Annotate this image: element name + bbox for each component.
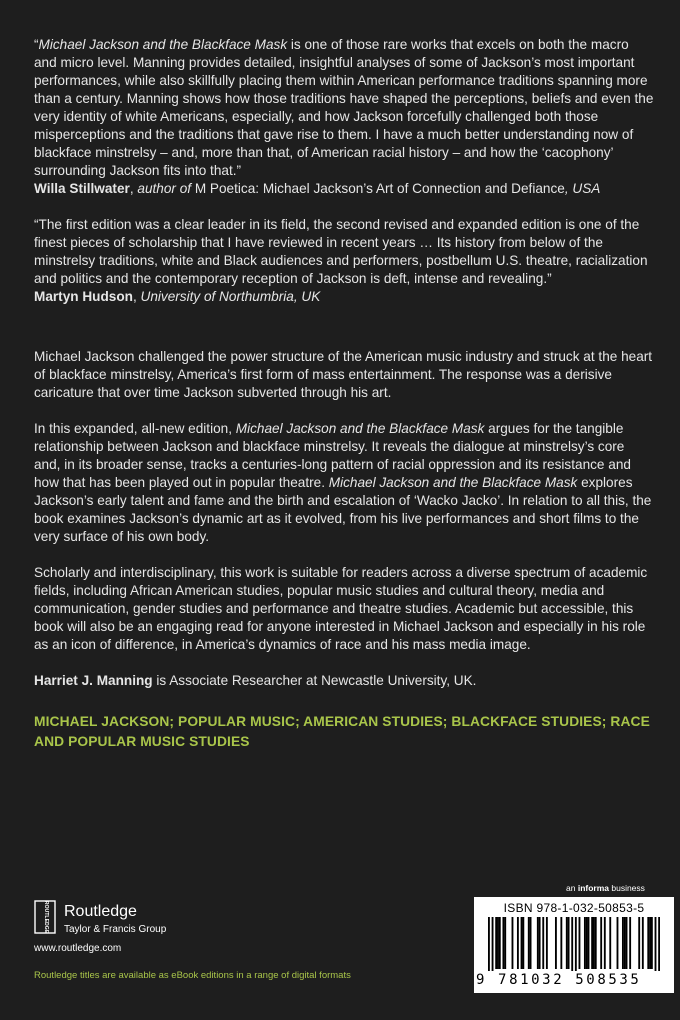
barcode-bar	[575, 917, 577, 971]
barcode-bar	[555, 917, 557, 969]
endorsement-quote	[34, 216, 654, 306]
barcode-bar	[649, 917, 651, 969]
text-run: Michael Jackson challenged the power structure of the American music industry and struck at the heart of blackface minstrelsy, America’s first form of mass entertainment. The response was a derisive caricature that over time Jackson subverted through his art.	[34, 349, 653, 400]
quote-text	[34, 216, 654, 288]
barcode-bar	[588, 917, 590, 969]
text-run: Martyn Hudson	[34, 289, 133, 304]
barcode-bar	[542, 917, 544, 969]
barcode-bar	[600, 917, 602, 969]
informa-suffix: business	[609, 883, 645, 893]
text-run: Michael Jackson and the Blackface Mask	[235, 421, 485, 436]
barcode-bar	[595, 917, 597, 969]
barcode-bar	[591, 917, 593, 969]
barcode-bar	[655, 917, 657, 971]
publisher-block	[34, 900, 234, 960]
barcode-bar	[624, 917, 626, 969]
description-paragraph	[34, 564, 654, 654]
barcode-bar	[492, 917, 494, 971]
text-run: , USA	[564, 181, 601, 196]
barcode-bar	[521, 917, 523, 969]
text-run: argues for the tangible relationship between Jackson and blackface minstrelsy. It reveals the dialogue at minstrelsy’s core and, in its broader sense, tracks a centuries-long pattern of racial oppression and its resistance and how that has been played out in popular theatre.	[34, 421, 631, 490]
publisher-url[interactable]: www.routledge.com	[34, 943, 122, 954]
barcode-digits: 9 781032 508535	[476, 972, 642, 988]
text-run: M Poetica: Michael Jackson’s Art of Connection and Defiance	[194, 181, 565, 196]
routledge-logo-text: ROUTLEDGE	[43, 900, 49, 934]
barcode-bar	[546, 917, 548, 969]
barcode-bar	[560, 917, 562, 969]
barcode-bar	[593, 917, 595, 969]
text-run: ,	[129, 181, 138, 196]
informa-brand: informa	[577, 883, 609, 893]
text-run: University of Northumbria, UK	[140, 289, 321, 304]
barcode-bar	[642, 917, 644, 969]
text-run: explores Jackson’s early talent and fame and the birth and escalation of ‘Wacko Jacko’. In relation to all this, the book examines Jackson’s dynamic art as it evolved, from his live performances and short films to the very surface of his own body.	[34, 475, 652, 544]
ebook-note: Routledge titles are available as eBook editions in a range of digital formats	[34, 970, 351, 981]
barcode-bar	[539, 917, 541, 969]
text-run: is one of those rare works that excels on both the macro and micro level. Manning provides detailed, insightful analyses of some of Jackson’s most important performances, while also skillfully placing them within American performance traditions spanning more than a century. Manning shows how those traditions have shaped the perceptions, beliefs and even the very identity of white Americans, especially, and how Jackson forcefully challenged both those misperceptions and the traditions that gave rise to them. I have a much better understanding now of blackface minstrelsy – and, more than that, of American racial history – and how the ‘cacophony’ surrounding Jackson fits into that.”	[34, 37, 654, 178]
informa-business-label	[566, 883, 645, 893]
text-run: Willa Stillwater	[34, 181, 130, 196]
subject-categories: MICHAEL JACKSON; POPULAR MUSIC; AMERICAN STUDIES; BLACKFACE STUDIES; RACE AND POPULAR MUSIC STUDIES	[34, 714, 650, 749]
text-run: “	[34, 37, 39, 52]
text-run: author of	[137, 181, 195, 196]
text-run: Scholarly and interdisciplinary, this work is suitable for readers across a diverse spectrum of academic fields, including African American studies, popular music studies and cultural theory, media and communication, gender studies and performance and theatre studies. Academic but accessible, this book will also be an engaging read for anyone interested in Michael Jackson and especially in his role as an icon of difference, in America’s dynamics of race and his mass media image.	[34, 565, 648, 652]
text-run: Harriet J. Manning	[34, 673, 153, 688]
endorsement-quote	[34, 36, 654, 198]
routledge-logo-icon	[34, 900, 56, 934]
barcode-bar	[647, 917, 649, 969]
text-run: is Associate Researcher at Newcastle University, UK.	[152, 673, 477, 688]
text-run: “The first edition was a clear leader in its field, the second revised and expanded edition is one of the finest pieces of scholarship that I have reviewed in recent years … Its history from below of the minstrelsy traditions, white and Black audiences and performers, postbellum U.S. theatre, racialization and politics and the contemporary reception of Jackson is deft, intense and revealing.”	[34, 217, 648, 286]
barcode-bar	[586, 917, 588, 969]
barcode-bar	[584, 917, 586, 969]
text-run: Michael Jackson and the Blackface Mask	[38, 37, 288, 52]
barcode-bar	[604, 917, 606, 969]
text-run: In this expanded, all-new edition,	[34, 421, 236, 436]
barcode-bar	[629, 917, 631, 969]
back-cover-text	[34, 36, 654, 752]
barcode-bar	[530, 917, 532, 969]
barcode-bar	[512, 917, 514, 969]
barcode-bar	[522, 917, 524, 969]
barcode-bar	[504, 917, 506, 969]
barcode-bar	[517, 917, 519, 969]
publisher-group: Taylor & Francis Group	[64, 924, 167, 935]
barcode-bar	[626, 917, 628, 969]
barcode-bar	[658, 917, 660, 971]
barcode-bar	[571, 917, 573, 971]
barcode-bar	[617, 917, 619, 969]
barcode-bar	[566, 917, 568, 969]
barcode-bar	[609, 917, 611, 969]
barcode-bar	[488, 917, 490, 971]
barcode-bar	[638, 917, 640, 969]
description-paragraph	[34, 420, 654, 546]
barcode-bar	[537, 917, 539, 969]
barcode-bars	[488, 917, 660, 971]
isbn-barcode	[474, 897, 674, 993]
barcode-bar	[495, 917, 497, 969]
text-run: Michael Jackson and the Blackface Mask	[328, 475, 578, 490]
barcode-bar	[502, 917, 504, 969]
barcode-bar	[497, 917, 499, 969]
barcode-bar	[622, 917, 624, 969]
description-paragraph	[34, 348, 654, 402]
isbn-label: ISBN 978-1-032-50853-5	[503, 901, 645, 915]
endorsement-quotes	[34, 36, 654, 306]
barcode-bar	[651, 917, 653, 969]
quote-text	[34, 36, 654, 180]
barcode-bar	[568, 917, 570, 969]
book-description	[34, 348, 654, 654]
barcode-bar	[499, 917, 501, 969]
author-bio	[34, 672, 654, 690]
barcode-bar	[579, 917, 581, 969]
quote-attribution	[34, 180, 654, 198]
quote-attribution	[34, 288, 654, 306]
publisher-name: Routledge	[64, 903, 137, 920]
barcode-bar	[528, 917, 530, 969]
text-run: ,	[132, 289, 141, 304]
informa-prefix: an	[566, 883, 578, 893]
